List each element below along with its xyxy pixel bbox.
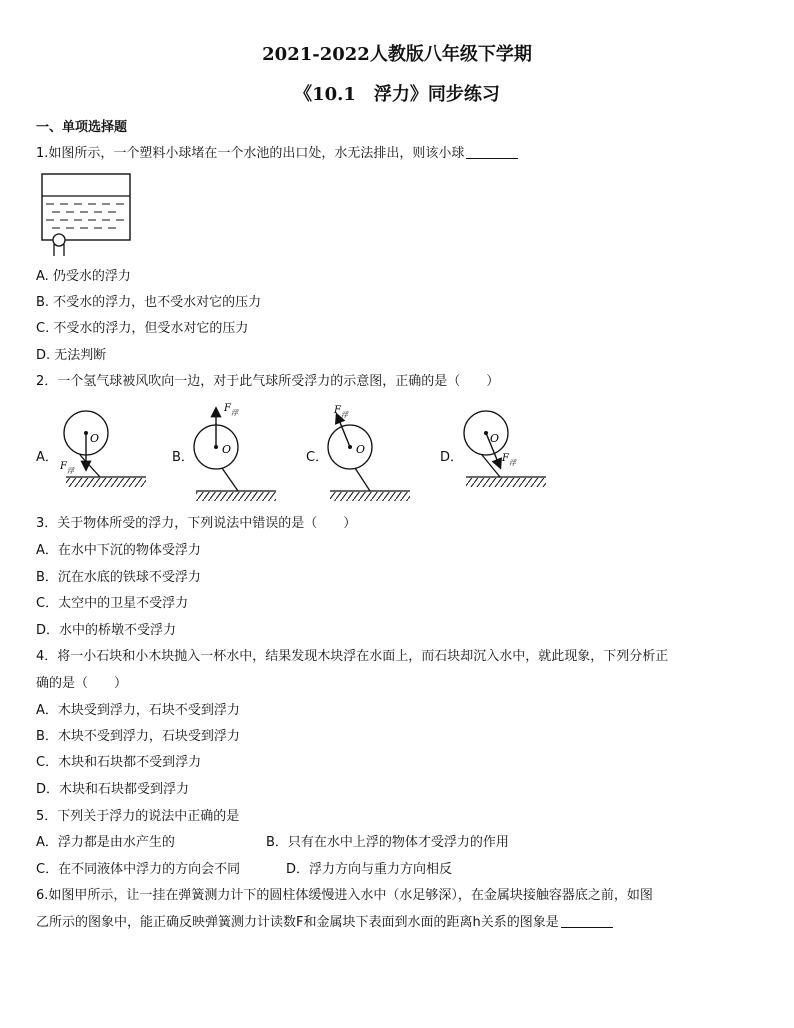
q1-stem: 1.如图所示，一个塑料小球堵在一个水池的出口处，水无法排出，则该小球 [36,145,518,163]
q1-option-c: C. 不受水的浮力，但受水对它的压力 [36,321,249,336]
q2-figure-c [328,405,410,501]
q6-stem-line2: 乙所示的图象中，能正确反映弹簧测力计读数F和金属块下表面到水面的距离h关系的图象是 [36,914,613,932]
q6-stem-line1: 6.如图甲所示，让一挂在弹簧测力计下的圆柱体缓慢进入水中（水足够深），在金属块接触容器底之前，如图 [36,888,653,903]
q3-option-c: C．太空中的卫星不受浮力 [36,596,189,611]
answer-blank [561,914,613,928]
svg-text:浮: 浮 [341,411,348,419]
force-label-b: F [224,403,231,414]
q3-option-d: D．水中的桥墩不受浮力 [36,623,177,638]
q2-fig-label-c: C． [306,450,329,465]
q4-stem-line2: 确的是（ ） [36,676,128,691]
q4-option-c: C．木块和石块都不受到浮力 [36,755,202,770]
q2-fig-label-b: B． [172,450,194,465]
q4-option-b: B．木块不受到浮力，石块受到浮力 [36,729,240,744]
q5-option-c: C．在不同液体中浮力的方向会不同 [36,862,241,877]
q2-figure-a [59,411,146,487]
q2-fig-label-a: A． [36,450,58,465]
q5-option-d: D．浮力方向与重力方向相反 [286,862,453,877]
center-o-label: O [222,443,232,456]
q5-stem: 5．下列关于浮力的说法中正确的是 [36,809,240,824]
center-o-label: O [90,432,100,445]
page-title: 2021-2022人教版八年级下学期 [262,44,532,65]
q1-option-b: B. 不受水的浮力，也不受水对它的压力 [36,295,262,310]
q2-figures [0,395,794,510]
q3-stem: 3．关于物体所受的浮力，下列说法中错误的是（ ） [36,516,357,531]
q3-option-b: B．沉在水底的铁球不受浮力 [36,570,201,585]
q2-figure-d [464,411,546,487]
q3-option-a: A．在水中下沉的物体受浮力 [36,543,201,558]
section-heading: 一、单项选择题 [36,120,128,135]
page-subtitle: 《10.1 浮力》同步练习 [294,84,500,105]
force-label-a: F [60,461,67,472]
svg-text:浮: 浮 [509,459,516,467]
q1-figure [40,172,134,258]
force-label-c: F [334,405,341,416]
q4-stem-line1: 4．将一小石块和小木块抛入一杯水中，结果发现木块浮在水面上，而石块却沉入水中，就此现象，下列分析正 [36,649,669,664]
q2-fig-label-d: D． [440,450,464,465]
q5-option-b: B．只有在水中上浮的物体才受浮力的作用 [266,835,509,850]
q4-option-d: D．木块和石块都受到浮力 [36,782,190,797]
q2-figure-b [194,403,276,501]
center-o-label: O [490,432,500,445]
force-label-d: F [502,453,509,464]
svg-text:浮: 浮 [67,467,74,475]
q1-option-a: A. 仍受水的浮力 [36,269,131,284]
q2-stem: 2．一个氢气球被风吹向一边，对于此气球所受浮力的示意图，正确的是（ ） [36,374,500,389]
center-o-label: O [356,443,366,456]
q4-option-a: A．木块受到浮力，石块不受到浮力 [36,703,240,718]
answer-blank [466,145,518,159]
q1-option-d: D. 无法判断 [36,348,107,363]
q5-option-a: A．浮力都是由水产生的 [36,835,175,850]
svg-text:浮: 浮 [231,409,238,417]
